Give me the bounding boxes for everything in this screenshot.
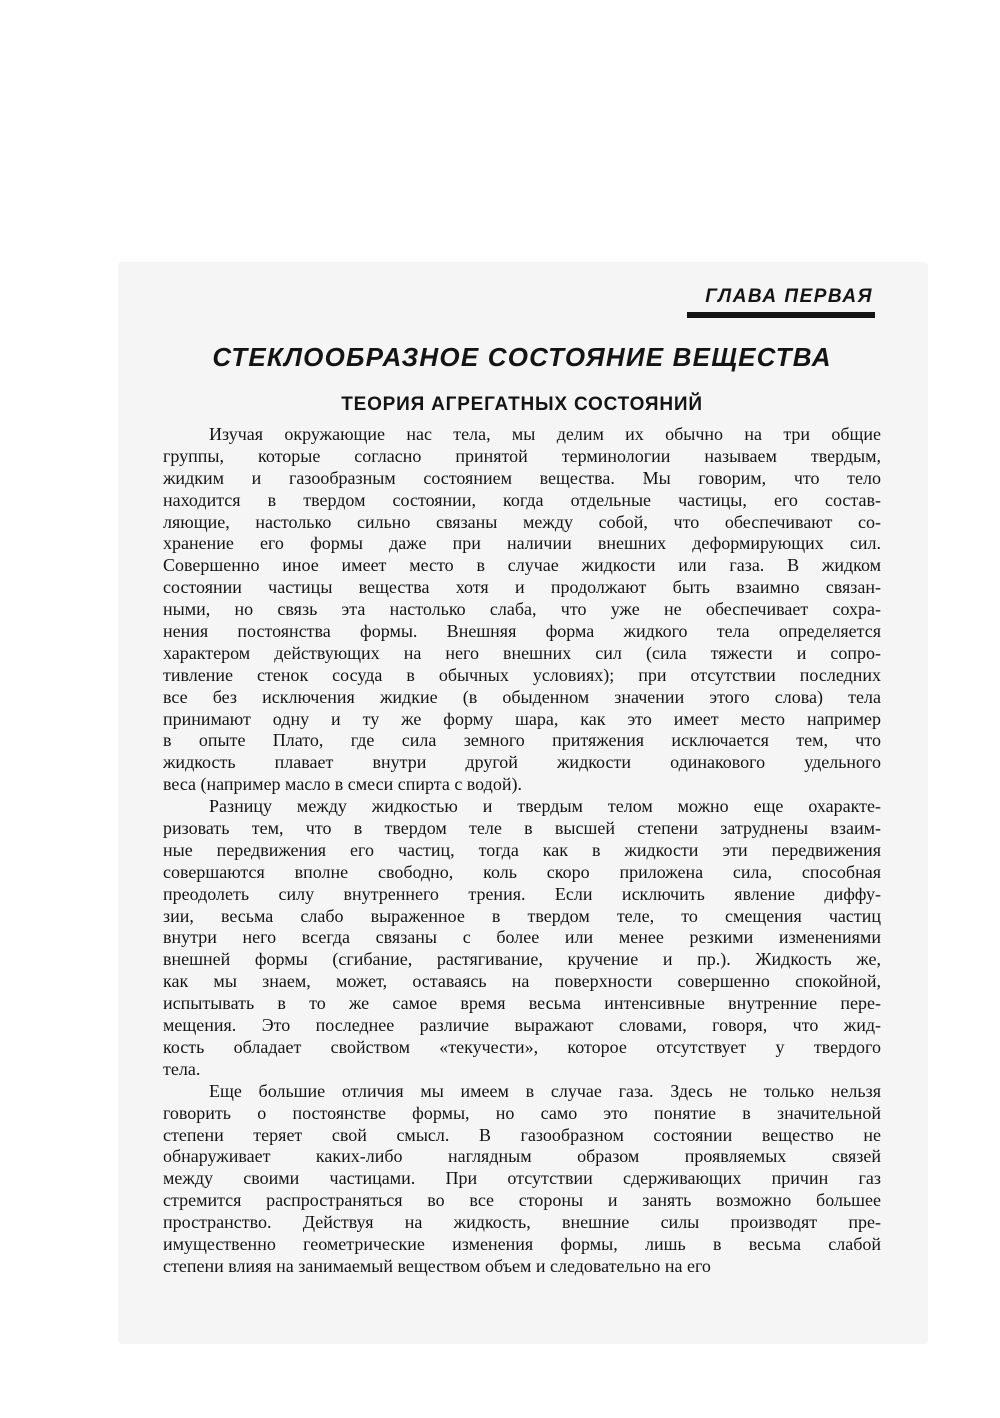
chapter-underline-rule xyxy=(687,312,875,318)
text-line: Еще большие отличия мы имеем в случае газа. Здесь не только нельзя xyxy=(209,1080,881,1101)
text-line: испытывать в то же самое время весьма интенсивные внутренние пере- xyxy=(163,993,881,1014)
text-line: все без исключения жидкие (в обыденном значении этого слова) тела xyxy=(163,686,881,707)
text-line: говорить о постоянстве формы, но само это понятие в значительной xyxy=(163,1102,881,1123)
text-line: жидкость плавает внутри другой жидкости одинакового удельного xyxy=(163,752,881,773)
text-line: ные передвижения его частиц, тогда как в жидкости эти передвижения xyxy=(163,839,881,860)
text-line: ными, но связь эта настолько слаба, что уже не обеспечивает сохра- xyxy=(163,599,881,620)
text-line: состоянии частицы вещества хотя и продолжают быть взаимно связан- xyxy=(163,577,881,598)
paragraph xyxy=(163,424,881,796)
text-line: внутри него всегда связаны с более или менее резкими изменениями xyxy=(163,927,881,948)
text-line: веса (например масло в смеси спирта с водой). xyxy=(163,774,522,795)
text-line: преодолеть силу внутреннего трения. Если исключить явление диффу- xyxy=(163,883,881,904)
text-line: стремится распространяться во все стороны и занять возможно большее xyxy=(163,1190,881,1211)
text-line: имущественно геометрические изменения формы, лишь в весьма слабой xyxy=(163,1233,881,1254)
paragraph xyxy=(163,1081,881,1278)
text-line: тела. xyxy=(163,1058,201,1079)
text-line: обнаруживает каких-либо наглядным образом проявляемых связей xyxy=(163,1146,881,1167)
text-line: жидким и газообразным состоянием вещества. Мы говорим, что тело xyxy=(163,467,881,488)
text-line: кость обладает свойством «текучести», которое отсутствует у твердого xyxy=(163,1036,881,1057)
book-page xyxy=(163,284,881,1278)
text-line: внешней формы (сгибание, растягивание, кручение и пр.). Жидкость же, xyxy=(163,949,881,970)
chapter-title: СТЕКЛООБРАЗНОЕ СОСТОЯНИЕ ВЕЩЕСТВА xyxy=(212,342,832,372)
text-line: степени теряет свой смысл. В газообразном состоянии вещество не xyxy=(163,1124,881,1145)
text-line: находится в твердом состоянии, когда отдельные частицы, его состав- xyxy=(163,489,881,510)
text-line: ляющие, настолько сильно связаны между собой, что обеспечивают со- xyxy=(163,511,881,532)
chapter-label: ГЛАВА ПЕРВАЯ xyxy=(705,286,873,307)
text-line: как мы знаем, может, оставаясь на поверхности совершенно спокойной, xyxy=(163,971,881,992)
text-line: принимают одну и ту же форму шара, как это имеет место например xyxy=(163,708,881,729)
section-heading: ТЕОРИЯ АГРЕГАТНЫХ СОСТОЯНИЙ xyxy=(341,394,703,415)
text-line: Совершенно иное имеет место в случае жидкости или газа. В жидком xyxy=(163,555,881,576)
text-line: степени влияя на занимаемый веществом объем и следовательно на его xyxy=(163,1255,711,1276)
text-line: мещения. Это последнее различие выражают словами, говоря, что жид- xyxy=(163,1015,881,1036)
text-line: зии, весьма слабо выраженное в твердом теле, то смещения частиц xyxy=(163,905,881,926)
text-line: тивление стенок сосуда в обычных условиях); при отсутствии последних xyxy=(163,664,881,685)
text-line: в опыте Плато, где сила земного притяжения исключается тем, что xyxy=(163,730,881,751)
text-line: хранение его формы даже при наличии внешних деформирующих сил. xyxy=(163,533,881,554)
text-line: Изучая окружающие нас тела, мы делим их обычно на три общие xyxy=(209,424,881,444)
text-line: между своими частицами. При отсутствии сдерживающих причин газ xyxy=(163,1168,881,1189)
text-line: пространство. Действуя на жидкость, внешние силы производят пре- xyxy=(163,1212,881,1233)
text-line: совершаются вполне свободно, коль скоро приложена сила, способная xyxy=(163,861,881,882)
text-line: группы, которые согласно принятой терминологии называем твердым, xyxy=(163,445,881,466)
text-line: ризовать тем, что в твердом теле в высшей степени затруднены взаим- xyxy=(163,818,881,839)
paragraph xyxy=(163,796,881,1081)
text-line: Разницу между жидкостью и твердым телом можно еще охаракте- xyxy=(209,796,881,817)
text-line: нения постоянства формы. Внешняя форма жидкого тела определяется xyxy=(163,621,881,642)
text-line: характером действующих на него внешних сил (сила тяжести и сопро- xyxy=(163,642,881,663)
body-text xyxy=(163,424,881,1278)
